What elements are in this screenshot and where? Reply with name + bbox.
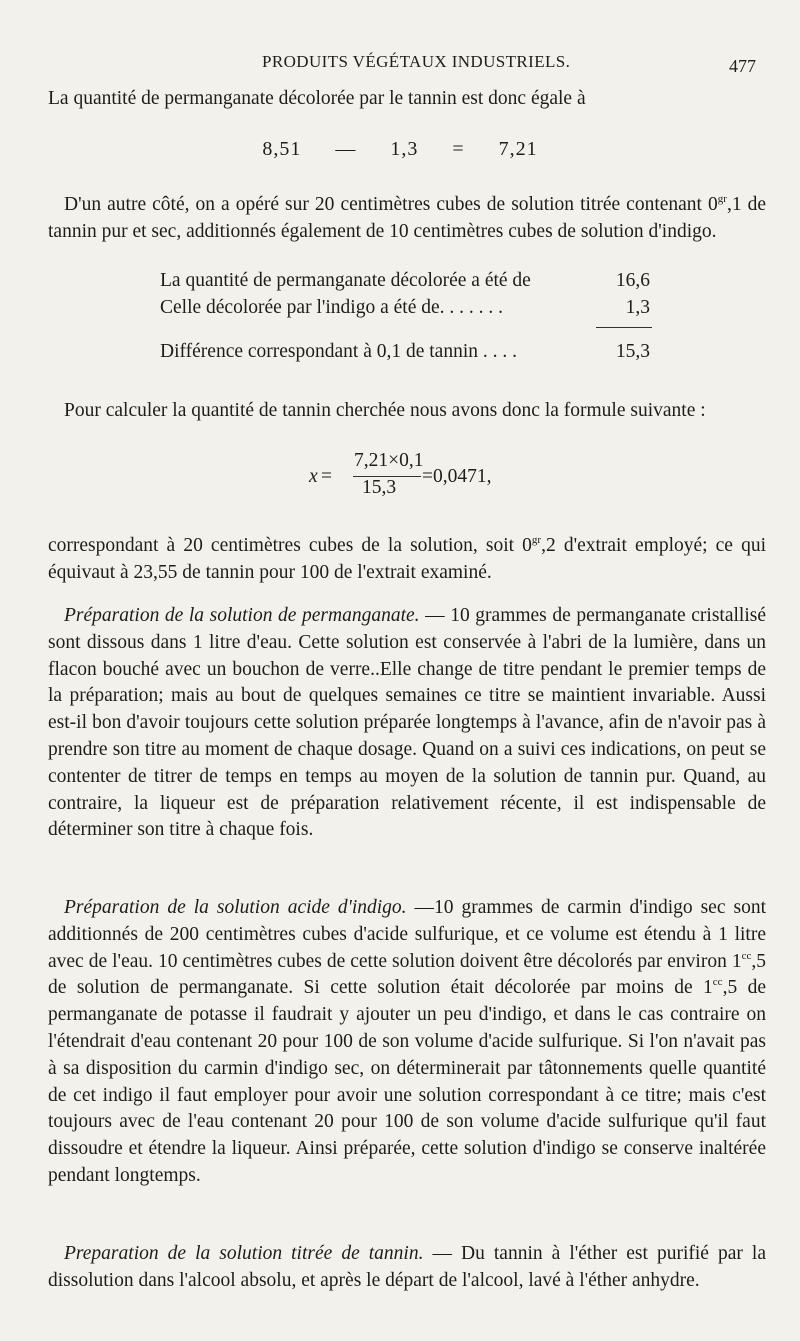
equation-minus: — — [335, 138, 357, 160]
running-title: PRODUITS VÉGÉTAUX INDUSTRIELS. — [262, 52, 571, 71]
indigo-sup-2: cc — [712, 976, 723, 989]
paragraph-intro: La quantité de permanganate décolorée par le tannin est donc égale à — [48, 88, 586, 109]
p2-sup: gr — [717, 193, 727, 205]
indigo-sup-1: cc — [741, 949, 752, 962]
formula-variable: x — [309, 466, 318, 487]
calc-row-total-label: La quantité de permanganate décolorée a été de — [160, 270, 531, 291]
indigo-text-3: ,5 de permanganate de potasse il faudrait y ajouter un peu d'indigo, et dans le cas contraire on l'étendrait d'eau contenant 20 pour 100 de son volume d'acide sulfurique. Si l'on n'avait pas à sa disposition du carmin d'indigo sec, on déterminerait par tâtonnements quelle quantité de cet indigo il faut employer pour avoir une solution correspondant à ce titre; mais c'est toujours avec de l'eau contenant 20 pour 100 de son volume d'acide sulfurique qu'il faut dissoudre et étendre la liqueur. Ainsi préparée, cette solution d'indigo se conserve inaltérée pendant longtemps. — [48, 977, 767, 1186]
calc-sum-rule — [596, 327, 652, 328]
page-number: 477 — [729, 56, 756, 76]
equation-term-a: 8,51 — [262, 138, 302, 160]
calc-row-difference — [160, 341, 650, 369]
calc-row-indigo — [160, 297, 650, 325]
page-header — [0, 52, 800, 82]
indigo-heading: Préparation de la solution acide d'indigo. — [64, 897, 407, 918]
paragraph-permanganate — [48, 603, 766, 844]
formula-numerator: 7,21×0,1 — [354, 450, 424, 471]
formula-denominator: 15,3 — [362, 477, 397, 498]
tannin-heading: Preparation de la solution titrée de tannin. — [64, 1243, 424, 1264]
p2-text-1: D'un autre côté, on a opéré sur 20 centimètres cubes de solution titrée contenant 0 — [64, 194, 718, 215]
p4-text-2: ,2 d'extrait employé; ce qui équivaut à 23,55 de tannin pour 100 de l'extrait examiné. — [48, 535, 766, 583]
formula-result: =0,0471, — [422, 466, 492, 487]
paragraph-formula-intro: Pour calculer la quantité de tannin cherchée nous avons donc la formule suivante : — [64, 400, 706, 421]
paragraph-indigo — [48, 895, 766, 1190]
equation-result: 7,21 — [498, 138, 538, 160]
equation-subtraction — [0, 138, 800, 161]
tannin-formula — [309, 450, 609, 510]
permanganate-heading: Préparation de la solution de permanganate. — [64, 605, 420, 626]
tannin-text: — Du tannin à l'éther est purifié par la dissolution dans l'alcool absolu, et après le départ de l'alcool, lavé à l'éther anhydre. — [48, 1243, 766, 1291]
calc-row-difference-label: Différence correspondant à 0,1 de tannin . . . . — [160, 341, 518, 362]
p4-sup: gr — [531, 534, 542, 546]
calc-row-indigo-label: Celle décolorée par l'indigo a été de. . . . . . . — [160, 297, 504, 318]
calc-row-indigo-value: 1,3 — [625, 297, 650, 318]
calc-row-difference-value: 15,3 — [615, 341, 650, 362]
indigo-text-2: ,5 de solution de permanganate. Si cette solution était décolorée par moins de 1 — [48, 950, 766, 999]
paragraph-tannin — [48, 1241, 766, 1295]
calc-row-total — [160, 270, 650, 298]
indigo-text-1: —10 grammes de carmin d'indigo sec sont additionnés de 200 centimètres cubes d'acide sulfurique, et ce volume est étendu à 1 litre avec de l'eau. 10 centimètres cubes de cette solution doivent être décolorés par environ 1 — [48, 897, 766, 972]
formula-equals: = — [321, 466, 332, 487]
paragraph-correspondant — [48, 533, 766, 587]
calc-row-total-value: 16,6 — [615, 270, 650, 291]
p4-text-1: correspondant à 20 centimètres cubes de la solution, soit 0 — [48, 535, 532, 556]
p2-text-2: ,1 de tannin pur et sec, additionnés également de 10 centimètres cubes de solution d'indigo. — [48, 194, 766, 242]
equation-equals: = — [452, 138, 465, 160]
paragraph-other-side — [48, 192, 766, 246]
equation-term-b: 1,3 — [390, 138, 419, 160]
permanganate-text: — 10 grammes de permanganate cristallisé sont dissous dans 1 litre d'eau. Cette solution est conservée à l'abri de la lumière, dans un flacon bouché avec un bouchon de verre..Elle change de titre pendant le premier temps de la préparation; mais au bout de quelques semaines ce titre se maintient invariable. Aussi est-il bon d'avoir toujours cette solution préparée longtemps à l'avance, afin de n'avoir pas à prendre son titre au moment de chaque dosage. Quand on a suivi ces indications, on peut se contenter de titrer de temps en temps au moyen de la solution de tannin pur. Quand, au contraire, la liqueur est de préparation relativement récente, il est indispensable de déterminer son titre à chaque fois. — [48, 605, 766, 841]
